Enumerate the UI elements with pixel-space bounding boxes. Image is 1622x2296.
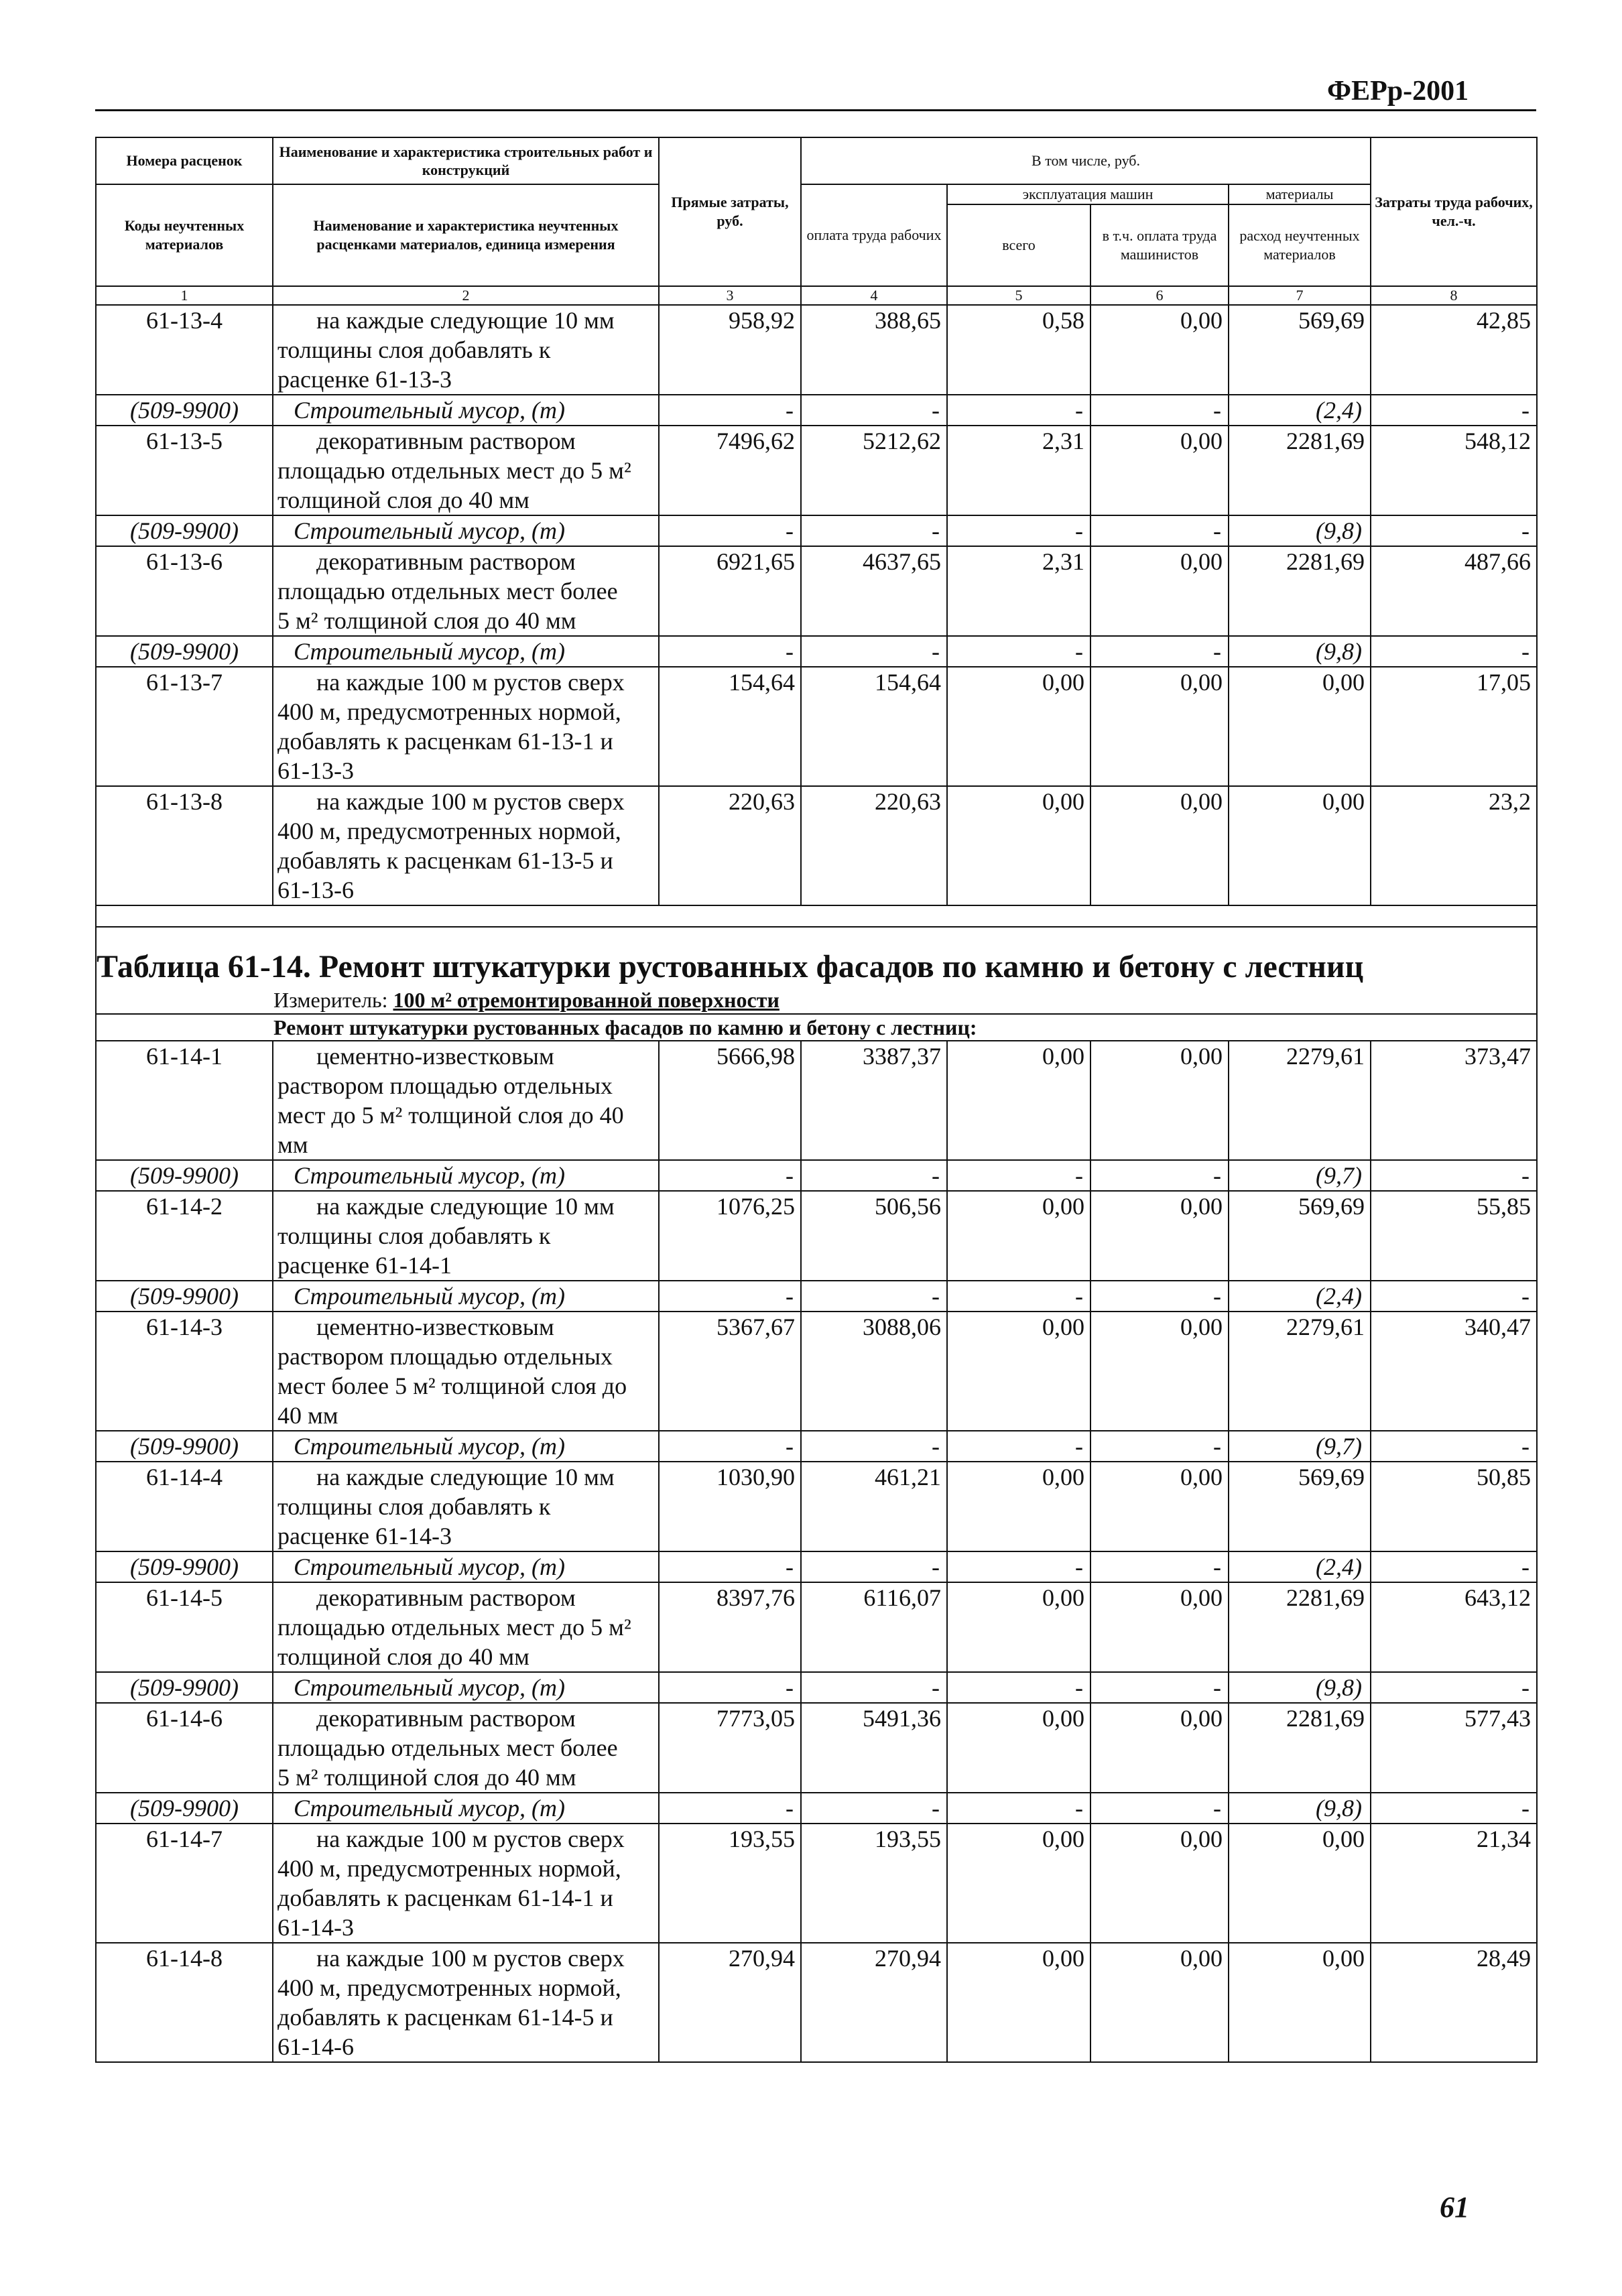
material-amount: (9,8) [1229, 1793, 1371, 1824]
meter-cell [96, 986, 1537, 1014]
material-dash: - [659, 1793, 801, 1824]
rate-name-line: 400 м, предусмотренных нормой, [277, 698, 621, 725]
materials-cost: 2281,69 [1229, 1582, 1371, 1672]
labor-hours: 50,85 [1371, 1462, 1537, 1551]
table-title: Таблица 61-14. Ремонт штукатурки рустованных фасадов по камню и бетону с лестниц [96, 927, 1537, 986]
labor-hours: 487,66 [1371, 546, 1537, 636]
rate-code: 61-13-8 [96, 786, 273, 905]
rates-table [95, 137, 1538, 2063]
materials-cost: 2279,61 [1229, 1312, 1371, 1431]
direct-cost: 1030,90 [659, 1462, 801, 1551]
material-dash: - [1090, 1431, 1229, 1462]
subheading: Ремонт штукатурки рустованных фасадов по камню и бетону с лестниц: [96, 1014, 1537, 1041]
material-dash: - [1090, 1672, 1229, 1703]
rate-name-line: декоративным раствором [316, 1704, 576, 1732]
machines-total: 0,00 [947, 1582, 1090, 1672]
material-dash: - [1090, 1551, 1229, 1582]
rate-name-line: 40 мм [277, 1401, 338, 1429]
labor-hours: 340,47 [1371, 1312, 1537, 1431]
direct-cost: 270,94 [659, 1943, 801, 2062]
material-dash: - [801, 1431, 947, 1462]
direct-cost: 5666,98 [659, 1041, 801, 1160]
col-head-codes: Коды неучтенных материалов [96, 184, 273, 286]
rate-name-line: толщины слоя добавлять к [277, 336, 551, 363]
machines-total: 0,00 [947, 786, 1090, 905]
rate-row [96, 1041, 1537, 1160]
material-dash: - [947, 1551, 1090, 1582]
rate-row [96, 1312, 1537, 1431]
rate-name-line: цементно-известковым [316, 1313, 554, 1340]
material-dash: - [1371, 1793, 1537, 1824]
rate-name [273, 546, 659, 636]
material-dash: - [801, 636, 947, 667]
material-name: Строительный мусор, (т) [273, 1431, 659, 1462]
machines-operators: 0,00 [1090, 426, 1229, 515]
material-code: (509-9900) [96, 515, 273, 546]
column-number-row [96, 286, 1537, 305]
material-dash: - [659, 636, 801, 667]
col-head-machines-total: всего [947, 204, 1090, 286]
material-dash: - [1371, 1551, 1537, 1582]
labor-hours: 373,47 [1371, 1041, 1537, 1160]
column-number: 6 [1090, 286, 1229, 305]
material-name: Строительный мусор, (т) [273, 636, 659, 667]
rate-name-line: на каждые следующие 10 мм [316, 1192, 615, 1220]
rate-name-line: толщиной слоя до 40 мм [277, 1643, 529, 1670]
machines-total: 0,58 [947, 305, 1090, 395]
material-dash: - [659, 1551, 801, 1582]
material-row [96, 1160, 1537, 1191]
material-dash: - [1371, 636, 1537, 667]
rate-name-line: 61-14-3 [277, 1913, 354, 1941]
rate-name-line: площадью отдельных мест до 5 м² [277, 1613, 631, 1641]
rate-name-line: на каждые 100 м рустов сверх [316, 787, 625, 815]
column-number: 4 [801, 286, 947, 305]
rate-row [96, 546, 1537, 636]
material-name: Строительный мусор, (т) [273, 1160, 659, 1191]
rate-code: 61-13-6 [96, 546, 273, 636]
material-dash: - [947, 1160, 1090, 1191]
rate-name-line: площадью отдельных мест более [277, 1734, 618, 1761]
machines-operators: 0,00 [1090, 1582, 1229, 1672]
rate-name [273, 305, 659, 395]
col-head-machines-operators: в т.ч. оплата труда машинистов [1090, 204, 1229, 286]
labor-pay: 3088,06 [801, 1312, 947, 1431]
labor-hours: 577,43 [1371, 1703, 1537, 1793]
rate-code: 61-13-5 [96, 426, 273, 515]
table-title-row [96, 927, 1537, 986]
material-amount: (2,4) [1229, 1281, 1371, 1312]
labor-pay: 220,63 [801, 786, 947, 905]
rates-table-body [96, 137, 1537, 2062]
machines-operators: 0,00 [1090, 1191, 1229, 1281]
material-dash: - [1090, 1793, 1229, 1824]
machines-operators: 0,00 [1090, 1703, 1229, 1793]
rate-row [96, 305, 1537, 395]
materials-cost: 569,69 [1229, 1462, 1371, 1551]
rate-code: 61-14-2 [96, 1191, 273, 1281]
material-code: (509-9900) [96, 636, 273, 667]
material-dash: - [801, 395, 947, 426]
labor-hours: 42,85 [1371, 305, 1537, 395]
rate-code: 61-14-8 [96, 1943, 273, 2062]
material-amount: (9,7) [1229, 1431, 1371, 1462]
rate-name-line: добавлять к расценкам 61-14-5 и [277, 2003, 613, 2031]
rate-code: 61-14-5 [96, 1582, 273, 1672]
col-head-name: Наименование и характеристика строительных работ и конструкций [273, 137, 659, 184]
rate-name [273, 1041, 659, 1160]
rate-code: 61-14-4 [96, 1462, 273, 1551]
direct-cost: 1076,25 [659, 1191, 801, 1281]
rate-row [96, 667, 1537, 786]
machines-operators: 0,00 [1090, 1943, 1229, 2062]
machines-total: 0,00 [947, 1943, 1090, 2062]
direct-cost: 8397,76 [659, 1582, 801, 1672]
rate-name-line: на каждые 100 м рустов сверх [316, 1944, 625, 1972]
material-code: (509-9900) [96, 1793, 273, 1824]
rate-name-line: мм [277, 1131, 308, 1158]
rate-name [273, 786, 659, 905]
machines-total: 0,00 [947, 1824, 1090, 1943]
direct-cost: 5367,67 [659, 1312, 801, 1431]
material-dash: - [1090, 1160, 1229, 1191]
material-code: (509-9900) [96, 1160, 273, 1191]
direct-cost: 7773,05 [659, 1703, 801, 1793]
rate-code: 61-14-3 [96, 1312, 273, 1431]
col-head-machines: эксплуатация машин [947, 184, 1229, 204]
col-head-materials: материалы [1229, 184, 1371, 204]
material-dash: - [801, 1793, 947, 1824]
col-head-name-unit: Наименование и характеристика неучтенных расценками материалов, единица измерения [273, 184, 659, 286]
material-name: Строительный мусор, (т) [273, 1551, 659, 1582]
material-amount: (9,8) [1229, 515, 1371, 546]
rate-name-line: декоративным раствором [316, 1584, 576, 1611]
material-name: Строительный мусор, (т) [273, 1793, 659, 1824]
labor-hours: 643,12 [1371, 1582, 1537, 1672]
rate-name-line: толщины слоя добавлять к [277, 1492, 551, 1520]
rate-name-line: цементно-известковым [316, 1042, 554, 1070]
machines-total: 0,00 [947, 1312, 1090, 1431]
machines-operators: 0,00 [1090, 546, 1229, 636]
section-spacer [96, 905, 1537, 927]
material-name: Строительный мусор, (т) [273, 1672, 659, 1703]
material-dash: - [947, 1793, 1090, 1824]
material-code: (509-9900) [96, 1431, 273, 1462]
labor-pay: 388,65 [801, 305, 947, 395]
col-head-labor: Затраты труда рабочих, чел.-ч. [1371, 137, 1537, 286]
column-number: 1 [96, 286, 273, 305]
rate-row [96, 1943, 1537, 2062]
rate-name-line: 61-13-6 [277, 876, 354, 903]
material-row [96, 1793, 1537, 1824]
material-dash: - [801, 1551, 947, 1582]
labor-hours: 55,85 [1371, 1191, 1537, 1281]
rate-name-line: 5 м² толщиной слоя до 40 мм [277, 607, 576, 634]
material-dash: - [801, 1672, 947, 1703]
column-number: 2 [273, 286, 659, 305]
machines-operators: 0,00 [1090, 305, 1229, 395]
materials-cost: 2281,69 [1229, 426, 1371, 515]
labor-pay: 4637,65 [801, 546, 947, 636]
page-number: 61 [1440, 2191, 1469, 2224]
column-number: 3 [659, 286, 801, 305]
rate-name-line: мест более 5 м² толщиной слоя до [277, 1372, 627, 1399]
rate-name-line: расценке 61-13-3 [277, 365, 452, 393]
rate-code: 61-14-6 [96, 1703, 273, 1793]
material-code: (509-9900) [96, 1281, 273, 1312]
direct-cost: 7496,62 [659, 426, 801, 515]
meter-value: 100 м² отремонтированной поверхности [393, 987, 779, 1012]
col-head-labor-pay: оплата труда рабочих [801, 184, 947, 286]
material-dash: - [1090, 636, 1229, 667]
material-dash: - [659, 515, 801, 546]
rate-row [96, 1462, 1537, 1551]
labor-hours: 28,49 [1371, 1943, 1537, 2062]
material-dash: - [947, 515, 1090, 546]
material-dash: - [947, 1281, 1090, 1312]
rate-name-line: мест до 5 м² толщиной слоя до 40 [277, 1101, 624, 1129]
rate-name [273, 1582, 659, 1672]
material-row [96, 1551, 1537, 1582]
meter-label: Измеритель: [273, 987, 388, 1012]
rate-name [273, 1312, 659, 1431]
column-number: 8 [1371, 286, 1537, 305]
material-dash: - [1090, 515, 1229, 546]
material-dash: - [801, 1160, 947, 1191]
material-dash: - [1371, 395, 1537, 426]
material-name: Строительный мусор, (т) [273, 395, 659, 426]
labor-pay: 6116,07 [801, 1582, 947, 1672]
material-name: Строительный мусор, (т) [273, 1281, 659, 1312]
rate-name-line: 400 м, предусмотренных нормой, [277, 817, 621, 844]
rate-name-line: добавлять к расценкам 61-13-1 и [277, 727, 613, 755]
machines-total: 2,31 [947, 426, 1090, 515]
rate-name-line: площадью отдельных мест более [277, 577, 618, 604]
rate-name-line: на каждые следующие 10 мм [316, 306, 615, 334]
labor-hours: 23,2 [1371, 786, 1537, 905]
materials-cost: 0,00 [1229, 667, 1371, 786]
rate-name [273, 1462, 659, 1551]
meter-row [96, 986, 1537, 1014]
labor-hours: 21,34 [1371, 1824, 1537, 1943]
rate-name-line: толщиной слоя до 40 мм [277, 486, 529, 513]
rate-code: 61-14-7 [96, 1824, 273, 1943]
labor-pay: 506,56 [801, 1191, 947, 1281]
document-code: ФЕРр-2001 [1327, 76, 1469, 107]
material-dash: - [659, 1672, 801, 1703]
labor-hours: 548,12 [1371, 426, 1537, 515]
rate-name-line: декоративным раствором [316, 427, 576, 454]
rate-name-line: толщины слоя добавлять к [277, 1222, 551, 1249]
col-head-incl: В том числе, руб. [801, 137, 1371, 184]
labor-pay: 461,21 [801, 1462, 947, 1551]
material-amount: (9,8) [1229, 636, 1371, 667]
rate-name [273, 1824, 659, 1943]
rate-name-line: расценке 61-14-3 [277, 1522, 452, 1549]
col-head-materials-use: расход неучтенных материалов [1229, 204, 1371, 286]
labor-pay: 5491,36 [801, 1703, 947, 1793]
rate-name-line: площадью отдельных мест до 5 м² [277, 456, 631, 484]
rate-name-line: расценке 61-14-1 [277, 1251, 452, 1279]
material-dash: - [1371, 1672, 1537, 1703]
machines-operators: 0,00 [1090, 1462, 1229, 1551]
material-dash: - [801, 515, 947, 546]
material-dash: - [1371, 1431, 1537, 1462]
rate-name-line: раствором площадью отдельных [277, 1342, 613, 1370]
material-dash: - [659, 1160, 801, 1191]
machines-operators: 0,00 [1090, 1041, 1229, 1160]
rate-name-line: 61-14-6 [277, 2033, 354, 2060]
machines-operators: 0,00 [1090, 667, 1229, 786]
col-head-number: Номера расценок [96, 137, 273, 184]
subheading-row [96, 1014, 1537, 1041]
labor-hours: 17,05 [1371, 667, 1537, 786]
material-dash: - [1371, 1160, 1537, 1191]
direct-cost: 220,63 [659, 786, 801, 905]
rate-name-line: 400 м, предусмотренных нормой, [277, 1854, 621, 1882]
machines-total: 0,00 [947, 1191, 1090, 1281]
rate-name-line: на каждые следующие 10 мм [316, 1463, 615, 1490]
material-dash: - [659, 395, 801, 426]
materials-cost: 0,00 [1229, 1943, 1371, 2062]
rate-row [96, 426, 1537, 515]
material-dash: - [659, 1431, 801, 1462]
labor-pay: 154,64 [801, 667, 947, 786]
direct-cost: 6921,65 [659, 546, 801, 636]
material-dash: - [1371, 1281, 1537, 1312]
rate-name [273, 1943, 659, 2062]
machines-operators: 0,00 [1090, 1824, 1229, 1943]
header-rule [95, 109, 1536, 111]
material-code: (509-9900) [96, 1672, 273, 1703]
material-name: Строительный мусор, (т) [273, 515, 659, 546]
rate-row [96, 1824, 1537, 1943]
material-amount: (9,8) [1229, 1672, 1371, 1703]
material-row [96, 1281, 1537, 1312]
rate-name [273, 1191, 659, 1281]
rate-code: 61-13-7 [96, 667, 273, 786]
materials-cost: 0,00 [1229, 1824, 1371, 1943]
material-dash: - [947, 1431, 1090, 1462]
machines-operators: 0,00 [1090, 786, 1229, 905]
rate-name [273, 426, 659, 515]
rate-name-line: 61-13-3 [277, 757, 354, 784]
material-dash: - [1090, 1281, 1229, 1312]
labor-pay: 5212,62 [801, 426, 947, 515]
material-row [96, 515, 1537, 546]
rate-name-line: раствором площадью отдельных [277, 1072, 613, 1099]
material-amount: (9,7) [1229, 1160, 1371, 1191]
rate-name [273, 1703, 659, 1793]
direct-cost: 958,92 [659, 305, 801, 395]
material-row [96, 636, 1537, 667]
col-head-direct: Прямые затраты, руб. [659, 137, 801, 286]
machines-total: 2,31 [947, 546, 1090, 636]
machines-total: 0,00 [947, 667, 1090, 786]
rate-row [96, 1191, 1537, 1281]
machines-total: 0,00 [947, 1041, 1090, 1160]
materials-cost: 569,69 [1229, 1191, 1371, 1281]
column-number: 5 [947, 286, 1090, 305]
rate-code: 61-14-1 [96, 1041, 273, 1160]
machines-total: 0,00 [947, 1462, 1090, 1551]
material-amount: (2,4) [1229, 395, 1371, 426]
column-number: 7 [1229, 286, 1371, 305]
rate-name-line: на каждые 100 м рустов сверх [316, 1825, 625, 1852]
materials-cost: 2281,69 [1229, 1703, 1371, 1793]
rate-code: 61-13-4 [96, 305, 273, 395]
labor-pay: 193,55 [801, 1824, 947, 1943]
rate-name-line: 5 м² толщиной слоя до 40 мм [277, 1763, 576, 1791]
material-dash: - [1090, 395, 1229, 426]
material-amount: (2,4) [1229, 1551, 1371, 1582]
direct-cost: 154,64 [659, 667, 801, 786]
materials-cost: 569,69 [1229, 305, 1371, 395]
materials-cost: 2279,61 [1229, 1041, 1371, 1160]
rate-name [273, 667, 659, 786]
direct-cost: 193,55 [659, 1824, 801, 1943]
rate-row [96, 1703, 1537, 1793]
machines-operators: 0,00 [1090, 1312, 1229, 1431]
machines-total: 0,00 [947, 1703, 1090, 1793]
material-dash: - [659, 1281, 801, 1312]
rate-row [96, 786, 1537, 905]
materials-cost: 0,00 [1229, 786, 1371, 905]
material-dash: - [947, 1672, 1090, 1703]
labor-pay: 270,94 [801, 1943, 947, 2062]
rate-name-line: добавлять к расценкам 61-14-1 и [277, 1884, 613, 1911]
material-dash: - [947, 395, 1090, 426]
labor-pay: 3387,37 [801, 1041, 947, 1160]
material-code: (509-9900) [96, 395, 273, 426]
material-dash: - [1371, 515, 1537, 546]
material-dash: - [801, 1281, 947, 1312]
material-row [96, 395, 1537, 426]
rate-name-line: на каждые 100 м рустов сверх [316, 668, 625, 696]
rate-name-line: 400 м, предусмотренных нормой, [277, 1974, 621, 2001]
material-row [96, 1431, 1537, 1462]
rate-name-line: декоративным раствором [316, 548, 576, 575]
material-row [96, 1672, 1537, 1703]
materials-cost: 2281,69 [1229, 546, 1371, 636]
material-dash: - [947, 636, 1090, 667]
material-code: (509-9900) [96, 1551, 273, 1582]
rate-name-line: добавлять к расценкам 61-13-5 и [277, 846, 613, 874]
rate-row [96, 1582, 1537, 1672]
